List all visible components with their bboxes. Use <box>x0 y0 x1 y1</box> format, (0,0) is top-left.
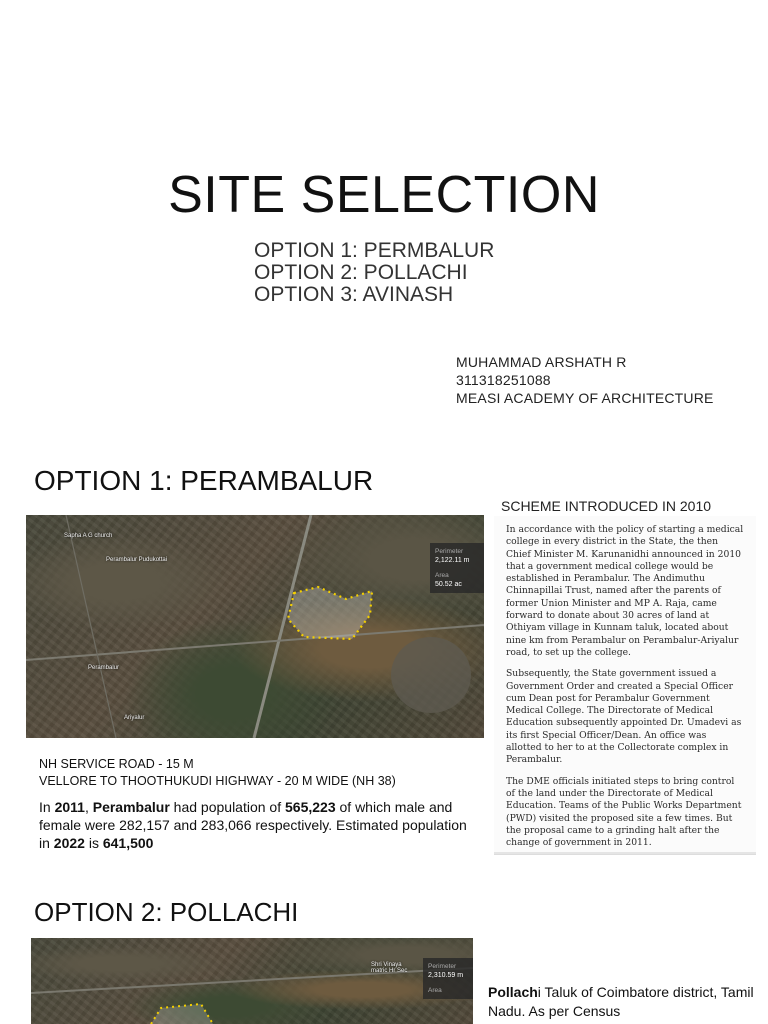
population-2022: 641,500 <box>102 835 154 851</box>
author-name: MUHAMMAD ARSHATH R <box>456 354 627 370</box>
perimeter-label: Perimeter <box>435 548 464 555</box>
perambalur-satellite-map <box>26 515 484 738</box>
perimeter-value: 2,310.59 m <box>428 972 464 979</box>
map-label: Perambalur <box>88 665 120 671</box>
option-2-heading: OPTION 2: POLLACHI <box>34 897 299 927</box>
option-3-item: OPTION 3: AVINASH <box>254 283 454 306</box>
map-label: Shri Vinaya matric Hr Sec <box>371 962 408 974</box>
text-run: of which male and female were 282,157 and 283,066 respectively. Estimated population in <box>39 799 467 851</box>
area-value: 50.52 ac <box>435 581 462 588</box>
author-block <box>456 353 714 407</box>
measure-panel <box>423 958 473 999</box>
text-run: , <box>84 799 93 815</box>
pollachi-description <box>488 983 758 1021</box>
page-title: SITE SELECTION <box>168 166 600 224</box>
perimeter-value: 2,122.11 m <box>435 557 470 564</box>
author-institution: MEASI ACADEMY OF ARCHITECTURE <box>456 390 714 406</box>
road-line: NH SERVICE ROAD - 15 M <box>39 757 194 771</box>
place-name: Pollach <box>488 984 538 1000</box>
road-info <box>39 756 396 790</box>
population-text <box>39 798 479 852</box>
population-2011: 565,223 <box>285 799 336 815</box>
map-overlay <box>31 938 473 1024</box>
area-label: Area <box>435 572 449 579</box>
area-label: Area <box>428 987 442 994</box>
road-line: VELLORE TO THOOTHUKUDI HIGHWAY - 20 M WIDE (NH 38) <box>39 774 396 788</box>
news-paragraph: The DME officials initiated steps to bring control of the land under the Directorate of Medical Education. Teams of the Public Works Department (PWD) visited the proposed site a few times. But the proposal came to a grinding halt after the change of government in 2011. <box>506 775 742 849</box>
map-label: Perambalur Pudukottai <box>106 557 168 563</box>
site-boundary-polygon <box>151 1004 213 1024</box>
news-paragraph: In accordance with the policy of starting a medical college in every district in the State, the then Chief Minister M. Karunanidhi announced in 2010 that a government medical college would be established in Perambalur. The Andimuthu Chinnapillai Trust, named after the parents of former Union Minister and MP A. Raja, came forward to donate about 30 acres of land at Othiyam village in Kunnam taluk, located about nine km from Perambalur on Perambalur-Ariyalur road, to set up the college. <box>506 524 744 658</box>
place-name: Perambalur <box>92 799 170 815</box>
text-run: is <box>84 835 103 851</box>
option-1-item: OPTION 1: PERMBALUR <box>254 239 495 262</box>
map-label: Sapha A G church <box>64 533 113 539</box>
option-1-heading: OPTION 1: PERAMBALUR <box>34 465 374 496</box>
text-run: i Taluk of Coimbatore district, Tamil Nadu. As per Census <box>488 984 754 1019</box>
author-id: 311318251088 <box>456 372 551 388</box>
scheme-title: SCHEME INTRODUCED IN 2010 <box>501 498 712 514</box>
news-clipping <box>494 516 756 854</box>
options-list <box>254 240 494 306</box>
quarry-area <box>391 637 471 713</box>
map-label: Ariyalur <box>124 715 145 721</box>
year-2022: 2022 <box>53 835 85 851</box>
year-2011: 2011 <box>54 799 85 815</box>
site-boundary-polygon <box>288 587 372 639</box>
measure-panel <box>430 543 484 593</box>
perimeter-label: Perimeter <box>428 963 457 970</box>
news-paragraph: Subsequently, the State government issued a Government Order and created a Special Officer cum Dean post for Perambalur Government Medical College. The Directorate of Medical Education subsequently appointed Dr. Umadevi as its first Special Officer/Dean. An office was allotted to her to at the Collectorate complex in Perambalur. <box>506 668 742 766</box>
text-run: In <box>39 799 55 815</box>
map-overlay <box>26 515 484 738</box>
local-road <box>66 515 116 738</box>
text-run: had population of <box>169 799 285 815</box>
option-2-item: OPTION 2: POLLACHI <box>254 261 468 284</box>
pollachi-satellite-map <box>31 938 473 1024</box>
